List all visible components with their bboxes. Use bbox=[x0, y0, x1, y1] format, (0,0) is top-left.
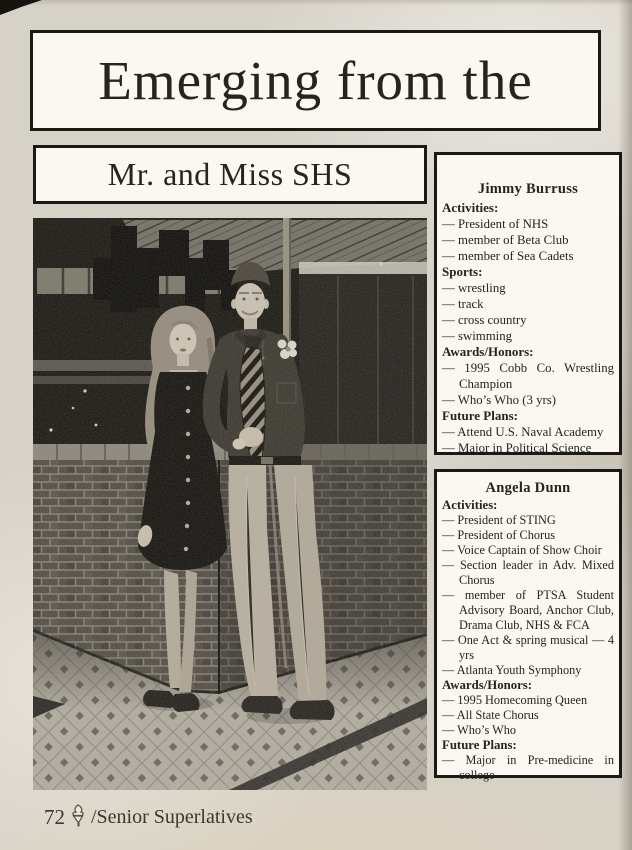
profile-item: — track bbox=[442, 297, 484, 311]
profile-item: — One Act & spring musical — 4 yrs bbox=[442, 633, 614, 662]
section-heading: Future Plans: bbox=[442, 408, 518, 423]
profile-item: — wrestling bbox=[442, 281, 506, 295]
profile-item: — President of Chorus bbox=[442, 528, 556, 542]
scan-edge-top bbox=[0, 0, 632, 6]
profile-item: — Section leader in Adv. Mixed Chorus bbox=[442, 558, 614, 587]
profile-item: — 1995 Cobb Co. Wrestling Champion bbox=[442, 361, 614, 391]
profile-body bbox=[442, 200, 614, 456]
header-banner bbox=[30, 30, 601, 131]
section-title: /Senior Superlatives bbox=[91, 806, 253, 828]
page-footer bbox=[44, 805, 253, 830]
profile-item: — member of PTSA Student Advisory Board, Anchor Club, Drama Club, NHS & FCA bbox=[442, 588, 614, 632]
profile-name: Jimmy Burruss bbox=[477, 181, 579, 197]
couple-photo bbox=[33, 218, 427, 790]
torch-icon bbox=[70, 804, 86, 827]
profile-body bbox=[442, 498, 614, 783]
profile-item: — member of Sea Cadets bbox=[442, 249, 574, 263]
profile-item: — Atlanta Youth Symphony bbox=[442, 663, 582, 677]
profile-box-jimmy-burruss bbox=[434, 152, 622, 455]
profile-item: — Major in Pre-medicine in college bbox=[442, 753, 614, 782]
profile-item: — member of Beta Club bbox=[442, 233, 569, 247]
profile-item: — 1995 Homecoming Queen bbox=[442, 693, 588, 707]
profile-item: — swimming bbox=[442, 329, 513, 343]
profile-item: — Who’s Who bbox=[442, 723, 517, 737]
profile-item: — President of NHS bbox=[442, 217, 549, 231]
profile-item: — President of STING bbox=[442, 513, 556, 527]
section-heading: Future Plans: bbox=[442, 738, 517, 752]
section-heading: Activities: bbox=[442, 200, 499, 215]
profile-item: — Who’s Who (3 yrs) bbox=[442, 393, 556, 407]
section-heading: Awards/Honors: bbox=[442, 678, 533, 692]
profile-item: — Major in Political Science bbox=[442, 441, 592, 455]
superlative-title: Mr. and Miss SHS bbox=[107, 156, 353, 192]
profile-box-angela-dunn bbox=[434, 469, 622, 782]
page-number: 72 bbox=[44, 805, 65, 829]
profile-item: — Attend U.S. Naval Academy bbox=[442, 425, 604, 439]
photo-grain-overlay bbox=[33, 218, 427, 790]
header-title: Emerging from the bbox=[98, 50, 533, 111]
section-heading: Activities: bbox=[442, 498, 498, 512]
profile-item: — Voice Captain of Show Choir bbox=[442, 543, 602, 557]
section-heading: Awards/Honors: bbox=[442, 344, 534, 359]
profile-name: Angela Dunn bbox=[485, 480, 571, 496]
section-heading: Sports: bbox=[442, 264, 483, 279]
superlative-title-box bbox=[33, 145, 427, 204]
profile-item: — cross country bbox=[442, 313, 527, 327]
profile-item: — All State Chorus bbox=[442, 708, 539, 722]
